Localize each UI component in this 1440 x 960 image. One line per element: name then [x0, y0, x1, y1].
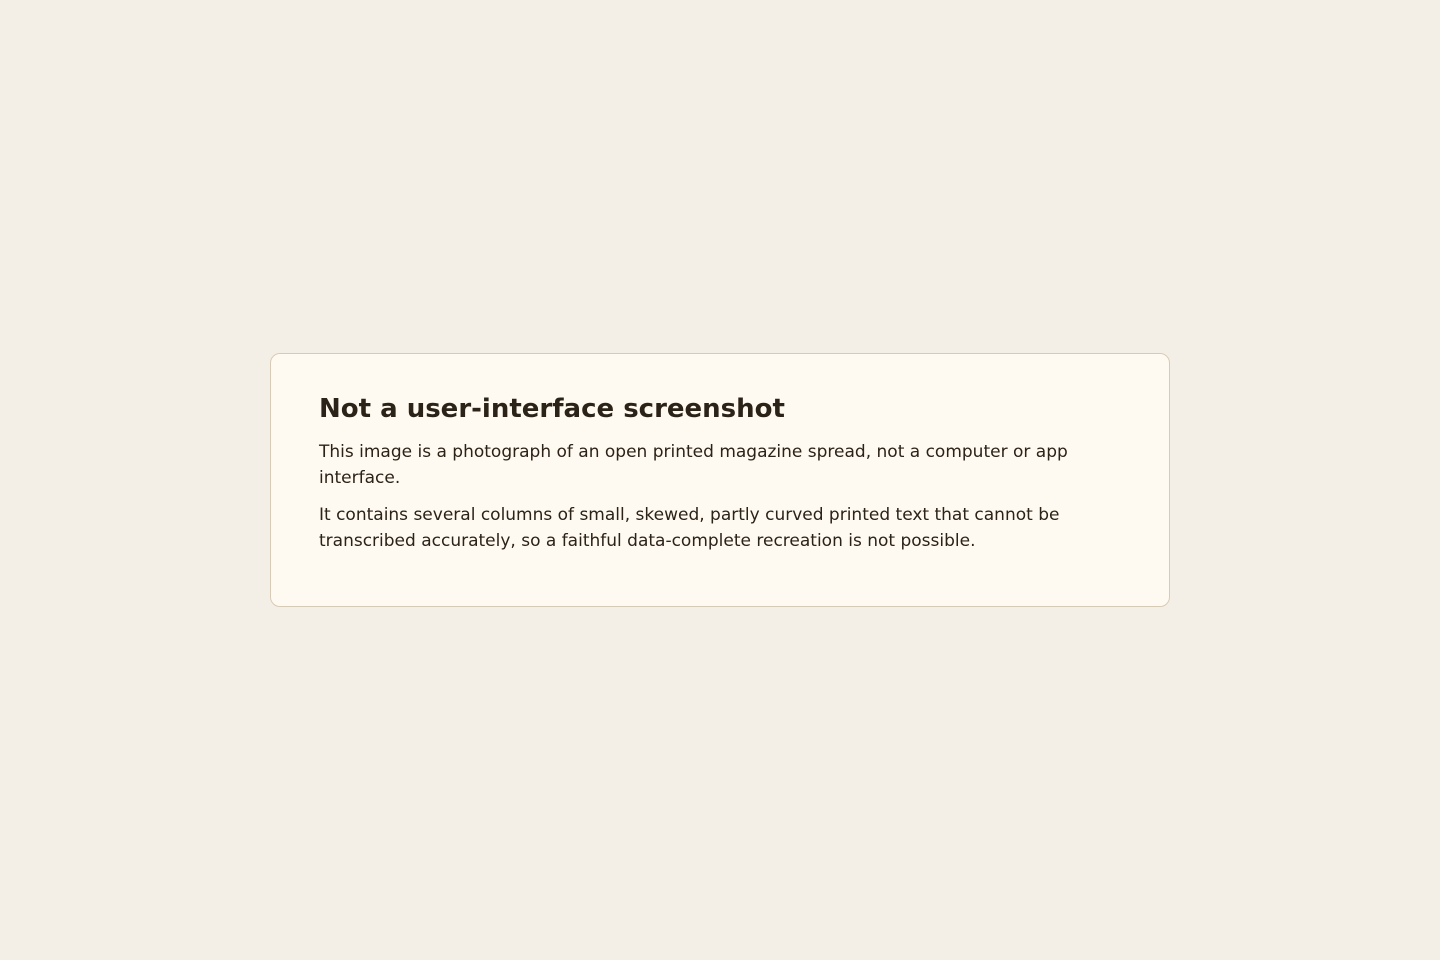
notice-detail: It contains several columns of small, skewed, partly curved printed text that cannot be transcribed accurately, so a faithful data-complete recreation is not possible.: [319, 505, 1060, 551]
notice-heading: Not a user-interface screenshot: [319, 394, 785, 424]
notice-card: [270, 353, 1170, 607]
notice-body: This image is a photograph of an open printed magazine spread, not a computer or app interface.: [319, 442, 1068, 488]
